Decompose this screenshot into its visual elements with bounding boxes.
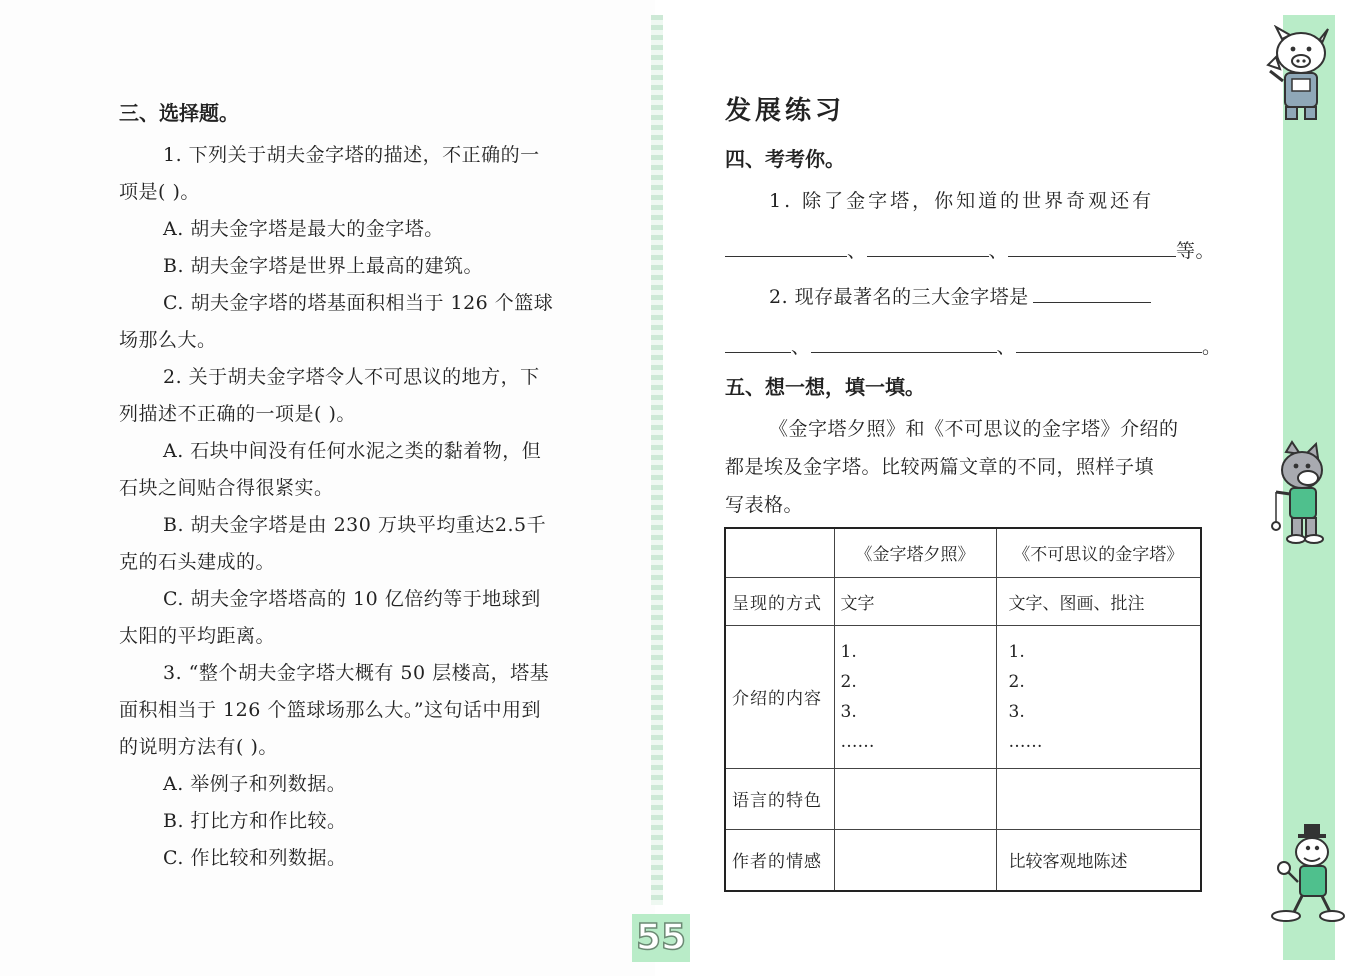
q2-option-a-line1: A. 石块中间没有任何水泥之类的黏着物，但 [163,440,542,462]
list-item: …… [1008,731,1043,752]
q1-option-c-line2: 场那么大。 [119,329,217,351]
table-cell-empty[interactable] [834,829,996,891]
separator: 、 [996,336,1017,358]
wolf-mascot-icon [1262,440,1342,550]
q1-option-b: B. 胡夫金字塔是世界上最高的建筑。 [163,255,484,277]
table-header-col1: 《金字塔夕照》 [834,528,996,577]
development-title: 发展练习 [725,96,846,126]
section5-heading: 五、想一想，填一填。 [725,375,925,399]
list-item: 3. [840,701,857,722]
deng-text: 等。 [1176,240,1216,262]
q2-option-a-line2: 石块之间贴合得很紧实。 [119,477,334,499]
answer-blank[interactable] [1033,285,1151,303]
answer-blank[interactable] [725,335,791,353]
page-number: 55 [632,914,690,962]
table-cell: 文字 [834,577,996,625]
q3-line1: 3. “整个胡夫金字塔大概有 50 层楼高，塔基 [163,662,550,684]
answer-blank[interactable] [1016,335,1202,353]
q3-option-b: B. 打比方和作比较。 [163,810,347,832]
q2-option-c-line2: 太阳的平均距离。 [119,625,276,647]
q2-option-b-line2: 克的石头建成的。 [119,551,276,573]
s4-q2-text: 2. 现存最著名的三大金字塔是 [769,286,1029,308]
list-item: 2. [1008,671,1025,692]
q3-line3: 的说明方法有( )。 [119,736,278,758]
s5-p3: 写表格。 [725,494,804,516]
row-label: 呈现的方式 [725,577,834,625]
answer-blank[interactable] [867,239,989,257]
list-item: 2. [840,671,857,692]
q1-option-a: A. 胡夫金字塔是最大的金字塔。 [163,218,444,240]
q2-option-c-line1: C. 胡夫金字塔塔高的 10 亿倍约等于地球到 [163,588,541,610]
q3-option-c: C. 作比较和列数据。 [163,847,347,869]
q3-line2: 面积相当于 126 个篮球场那么大。”这句话中用到 [119,699,542,721]
table-header-col2: 《不可思议的金字塔》 [996,528,1201,577]
q1-line1: 1. 下列关于胡夫金字塔的描述，不正确的一 [163,144,540,166]
table-row [725,829,1201,891]
table-cell-list[interactable] [834,625,996,768]
separator: 、 [847,240,867,262]
row-label: 介绍的内容 [725,625,834,768]
answer-blank[interactable] [725,239,847,257]
list-item: 3. [1008,701,1025,722]
s4-q2-blanks [725,332,1222,359]
table-row [725,625,1201,768]
s5-p2: 都是埃及金字塔。比较两篇文章的不同，照样子填 [725,456,1155,478]
list-item: …… [840,731,875,752]
table-cell-empty[interactable] [834,768,996,829]
list-item: 1. [840,641,857,662]
q2-option-b-line1: B. 胡夫金字塔是由 230 万块平均重达2.5千 [163,514,547,536]
table-cell: 比较客观地陈述 [996,829,1201,891]
fox-mascot-icon [1264,822,1346,926]
s4-q1-line1: 1. 除了金字塔，你知道的世界奇观还有 [769,190,1155,212]
answer-blank[interactable] [1008,239,1176,257]
section3-heading: 三、选择题。 [119,101,239,125]
table-row [725,577,1201,625]
q3-option-a: A. 举例子和列数据。 [163,773,347,795]
table-cell-empty[interactable] [996,768,1201,829]
s4-q2-line1 [769,282,1151,309]
s4-q1-blanks [725,236,1215,263]
table-cell-list[interactable] [996,625,1201,768]
table-cell: 文字、图画、批注 [996,577,1201,625]
separator: 、 [791,336,811,358]
row-label: 作者的情感 [725,829,834,891]
s5-p1: 《金字塔夕照》和《不可思议的金字塔》介绍的 [769,418,1179,440]
book-spine [651,15,663,905]
q1-option-c-line1: C. 胡夫金字塔的塔基面积相当于 126 个篮球 [163,292,554,314]
q2-line2: 列描述不正确的一项是( )。 [119,403,356,425]
period: 。 [1202,336,1222,358]
table-row [725,768,1201,829]
pig-mascot-icon [1256,25,1338,125]
section4-heading: 四、考考你。 [725,147,845,171]
q1-line2: 项是( )。 [119,181,200,203]
list-item: 1. [1008,641,1025,662]
answer-blank[interactable] [811,335,997,353]
q2-line1: 2. 关于胡夫金字塔令人不可思议的地方，下 [163,366,540,388]
separator: 、 [988,240,1009,262]
table-header-row [725,528,1201,577]
comparison-table [724,527,1202,892]
table-corner-cell [725,528,834,577]
row-label: 语言的特色 [725,768,834,829]
